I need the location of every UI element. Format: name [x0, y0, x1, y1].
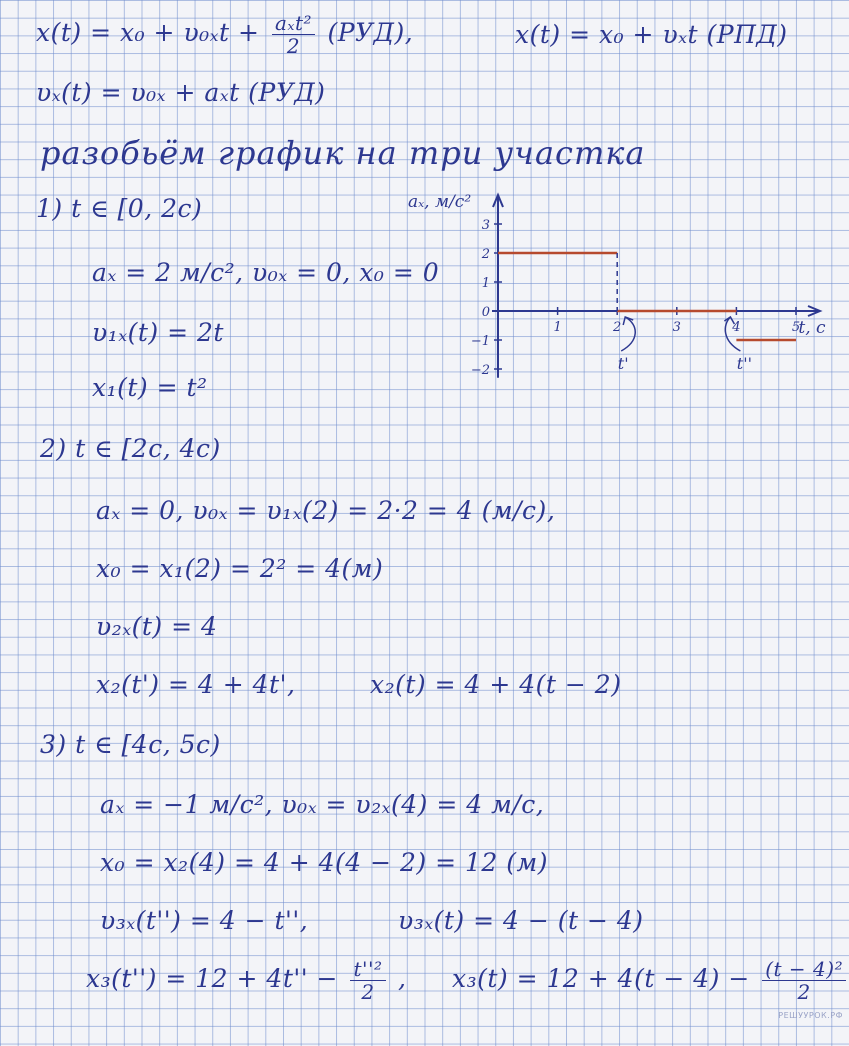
formula-ruad-label: (РУД), — [327, 18, 414, 47]
x-tick-label: 1 — [553, 320, 562, 335]
part1-velocity: υ₁ₓ(t) = 2t — [92, 318, 224, 347]
part2-interval: 2) t ∈ [2с, 4с) — [40, 434, 221, 463]
graph-axes — [492, 195, 820, 378]
part1-position: x₁(t) = t² — [92, 373, 208, 402]
x-tick-label: 5 — [791, 320, 801, 335]
part3-x0: x₀ = x₂(4) = 4 + 4(4 − 2) = 12 (м) — [100, 848, 548, 877]
part3-velocity-local: υ₃ₓ(t'') = 4 − t'', — [100, 906, 309, 935]
acceleration-graph — [400, 185, 830, 395]
fraction-at2-over-2 — [272, 12, 315, 57]
y-tick-label: 3 — [481, 218, 490, 233]
x-tick-label: 4 — [732, 320, 741, 335]
formula-ruad-position — [36, 12, 413, 57]
part2-position-global: x₂(t) = 4 + 4(t − 2) — [370, 670, 622, 699]
part3-position-global — [452, 958, 849, 1003]
x-tick-label: 3 — [672, 320, 681, 335]
y-tick-label: 1 — [481, 276, 490, 291]
fraction-t2-over-2 — [350, 958, 385, 1003]
part3-velocity-global: υ₃ₓ(t) = 4 − (t − 4) — [398, 906, 644, 935]
part2-velocity: υ₂ₓ(t) = 4 — [96, 612, 218, 641]
watermark: РЕШУУРОК.РФ — [778, 1011, 843, 1020]
section-heading: разобьём график на три участка — [40, 134, 646, 172]
fraction-denominator: 2 — [361, 980, 375, 1004]
x-axis-label: t, с — [798, 318, 826, 338]
comma: , — [397, 964, 407, 993]
fraction-numerator: (t − 4)² — [762, 958, 846, 981]
fraction-denominator: 2 — [286, 34, 301, 58]
y-tick-label: −2 — [470, 363, 490, 378]
graph-series — [498, 253, 796, 340]
annotation-t1: t' — [617, 354, 629, 373]
arrow-t1-head — [623, 317, 633, 325]
y-tick-label: −1 — [470, 334, 490, 349]
part2-x0: x₀ = x₁(2) = 2² = 4(м) — [96, 554, 384, 583]
part3-position-global-lhs: x₃(t) = 12 + 4(t − 4) − — [452, 964, 750, 993]
y-tick-label: 0 — [481, 305, 490, 320]
y-tick-label: 2 — [481, 247, 490, 262]
formula-rpd-position: x(t) = x₀ + υₓt (РПД) — [515, 20, 788, 49]
part2-initial-values: aₓ = 0, υ₀ₓ = υ₁ₓ(2) = 2·2 = 4 (м/с), — [96, 496, 556, 525]
part3-position-local-lhs: x₃(t'') = 12 + 4t'' − — [86, 964, 339, 993]
y-axis-label: aₓ, м/с² — [408, 192, 472, 212]
x-tick-label: 2 — [613, 320, 622, 335]
fraction-numerator: t''² — [350, 958, 385, 981]
part3-initial-values: aₓ = −1 м/с², υ₀ₓ = υ₂ₓ(4) = 4 м/с, — [100, 790, 545, 819]
part3-interval: 3) t ∈ [4с, 5с) — [40, 730, 221, 759]
annotation-t2: t'' — [736, 354, 753, 373]
part2-position-local: x₂(t') = 4 + 4t', — [96, 670, 296, 699]
fraction-denominator: 2 — [797, 980, 811, 1004]
part1-interval: 1) t ∈ [0, 2с) — [36, 194, 203, 223]
part3-position-local — [86, 958, 406, 1003]
fraction-numerator: aₓt² — [272, 12, 315, 35]
formula-ruad-velocity: υₓ(t) = υ₀ₓ + aₓt (РУД) — [36, 78, 326, 107]
formula-ruad-position-lhs: x(t) = x₀ + υ₀ₓt + — [36, 18, 260, 47]
part1-initial-values: aₓ = 2 м/с², υ₀ₓ = 0, x₀ = 0 — [92, 258, 440, 287]
fraction-t-minus-4-sq-over-2 — [762, 958, 846, 1003]
